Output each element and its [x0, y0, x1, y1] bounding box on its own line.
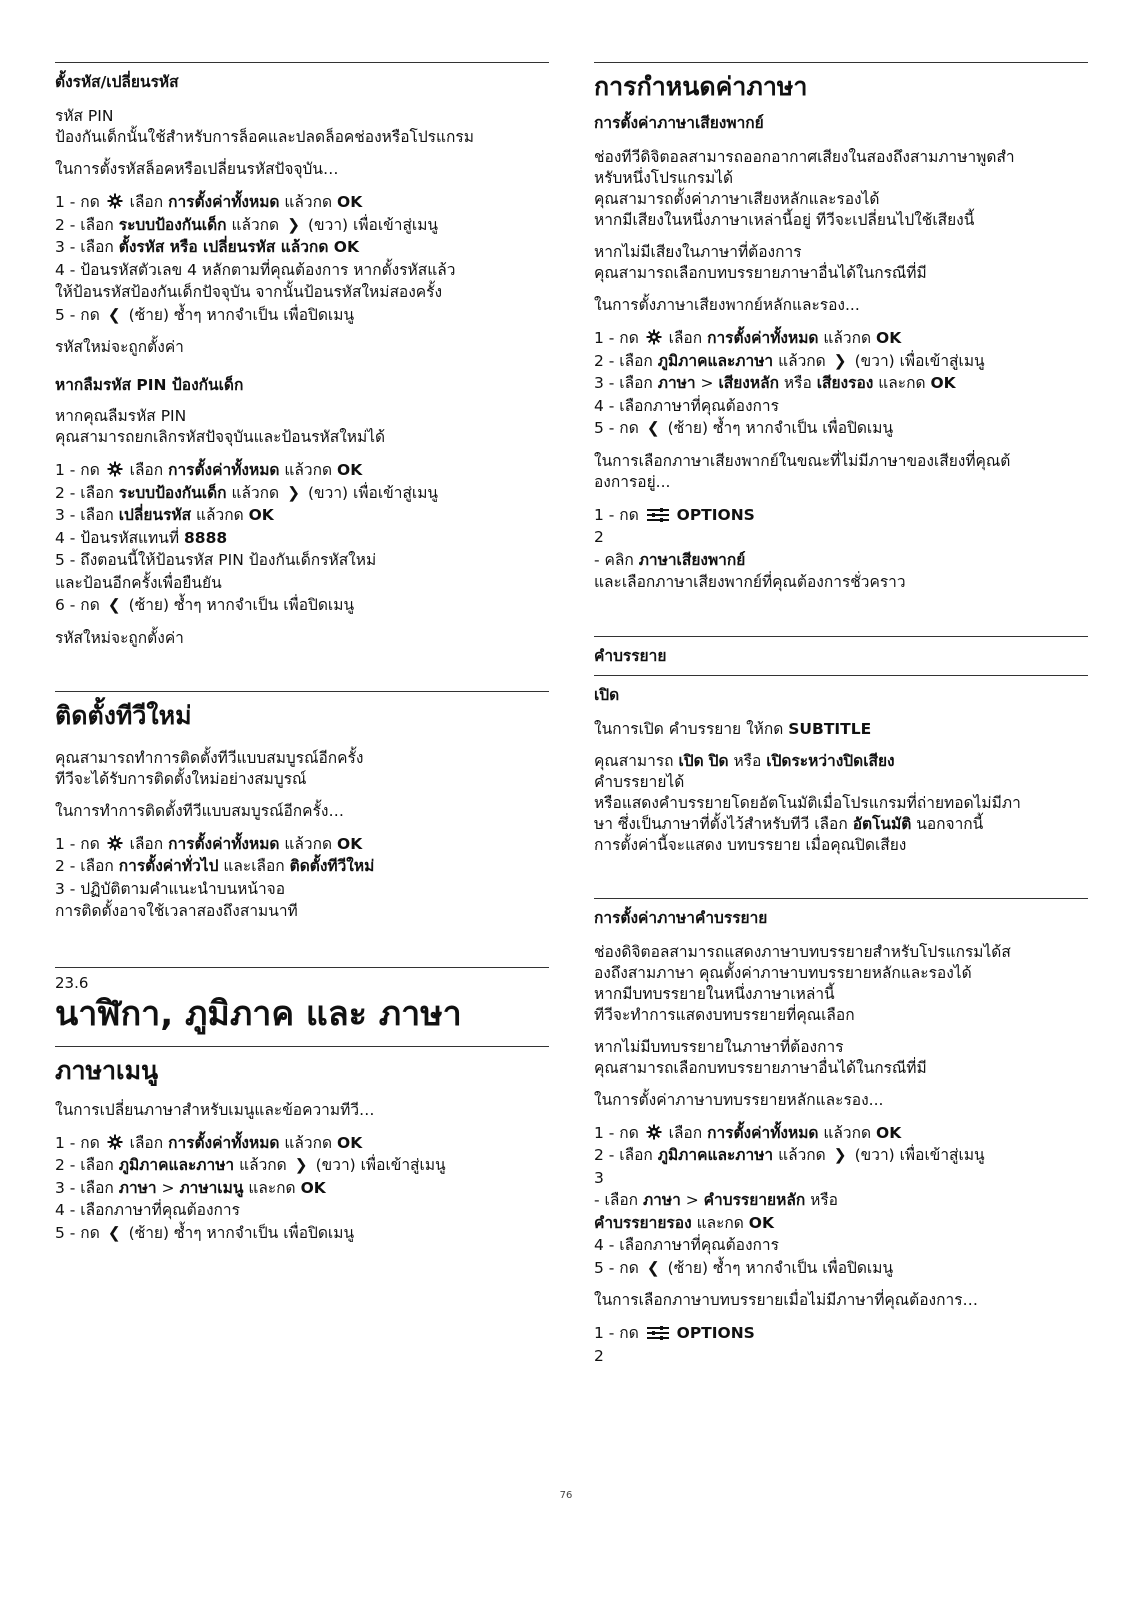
step: 2 - เลือก ภูมิภาคและภาษา แล้วกด ❯ (ขวา) เพื่อเข้าสู่เมนู	[55, 1156, 446, 1174]
left-column	[55, 62, 549, 1244]
step-list	[55, 833, 549, 923]
paragraph: รหัส PIN ป้องกันเด็กนั้นใช้สำหรับการล็อคและปลดล็อคช่องหรือโปรแกรม	[55, 107, 474, 146]
step: 3 - เลือก เปลี่ยนรหัส แล้วกด OK	[55, 506, 274, 524]
step: และเลือกภาษาเสียงพากย์ที่คุณต้องการชั่วคราว	[594, 573, 906, 591]
step: 1 - กด เลือก การตั้งค่าทั้งหมด แล้วกด OK	[55, 1133, 363, 1152]
step-list	[594, 504, 1088, 594]
step: 4 - ป้อนรหัสตัวเลข 4 หลักตามที่คุณต้องการ หากตั้งรหัสแล้ว	[55, 260, 456, 279]
chevron-right-icon: ❯	[287, 483, 301, 502]
step-list	[594, 327, 1088, 440]
chevron-right-icon: ❯	[294, 1156, 308, 1174]
paragraph: คุณสามารถทำการติดตั้งทีวีแบบสมบูรณ์อีกครั้ง ทีวีจะได้รับการติดตั้งใหม่อย่างสมบูรณ์	[55, 748, 364, 788]
step-list	[55, 1132, 549, 1245]
gear-icon	[646, 1124, 662, 1140]
chevron-left-icon: ❮	[107, 1223, 121, 1242]
page-number: 76	[559, 1490, 573, 1501]
step: 4 - เลือกภาษาที่คุณต้องการ	[594, 396, 779, 415]
step: 3 - เลือก ภาษา > เสียงหลัก หรือ เสียงรอง และกด OK	[594, 374, 956, 392]
chevron-right-icon: ❯	[287, 215, 301, 234]
step: 6 - กด ❮ (ซ้าย) ซ้ำๆ หากจำเป็น เพื่อปิดเมนู	[55, 596, 355, 614]
options-icon	[646, 508, 670, 522]
step: - คลิก ภาษาเสียงพากย์	[594, 550, 746, 569]
step: 3 - เลือก ตั้งรหัส หรือ เปลี่ยนรหัส แล้วกด OK	[55, 238, 359, 256]
step: 1 - กด เลือก การตั้งค่าทั้งหมด แล้วกด OK	[55, 193, 363, 211]
paragraph: ในการตั้งภาษาเสียงพากย์หลักและรอง...	[594, 296, 860, 314]
step: คำบรรยายรอง และกด OK	[594, 1213, 774, 1232]
paragraph: ในการทำการติดตั้งทีวีแบบสมบูรณ์อีกครั้ง…	[55, 801, 344, 820]
step: 5 - กด ❮ (ซ้าย) ซ้ำๆ หากจำเป็น เพื่อปิดเมนู	[55, 305, 355, 324]
step: 3 - ปฏิบัติตามคำแนะนำบนหน้าจอ	[55, 879, 286, 898]
step: - เลือก ภาษา > คำบรรยายหลัก หรือ	[594, 1191, 838, 1209]
step: 5 - กด ❮ (ซ้าย) ซ้ำๆ หากจำเป็น เพื่อปิดเมนู	[594, 1258, 894, 1277]
chevron-left-icon: ❮	[107, 596, 121, 614]
paragraph: หากคุณลืมรหัส PIN คุณสามารถยกเลิกรหัสปัจจุบันและป้อนรหัสใหม่ได้	[55, 407, 386, 446]
step: 2 - เลือก ระบบป้องกันเด็ก แล้วกด ❯ (ขวา) เพื่อเข้าสู่เมนู	[55, 215, 439, 234]
gear-icon	[107, 461, 123, 477]
section-heading-language-settings: การกำหนดค่าภาษา	[594, 72, 808, 101]
paragraph: ในการเปลี่ยนภาษาสำหรับเมนูและข้อความทีวี…	[55, 1100, 375, 1119]
paragraph: รหัสใหม่จะถูกตั้งค่า	[55, 628, 184, 647]
step: 3 - เลือก ภาษา > ภาษาเมนู และกด OK	[55, 1178, 326, 1197]
section-heading-menu-language: ภาษาเมนู	[55, 1055, 159, 1085]
paragraph: หากไม่มีเสียงในภาษาที่ต้องการ คุณสามารถเลือกบทบรรยายภาษาอื่นได้ในกรณีที่มี	[594, 243, 927, 282]
step: 2	[594, 528, 604, 546]
step: 1 - กด OPTIONS	[594, 505, 755, 524]
step-list	[55, 191, 549, 326]
section-heading-subtitle-language: การตั้งค่าภาษาคำบรรยาย	[594, 908, 768, 927]
chevron-right-icon: ❯	[833, 1146, 847, 1164]
chevron-left-icon: ❮	[646, 1258, 660, 1277]
section-heading-audio-language: การตั้งค่าภาษาเสียงพากย์	[594, 114, 764, 132]
paragraph: ในการตั้งค่าภาษาบทบรรยายหลักและรอง...	[594, 1090, 884, 1109]
step: 1 - กด เลือก การตั้งค่าทั้งหมด แล้วกด OK	[55, 461, 363, 479]
step: 2 - เลือก ภูมิภาคและภาษา แล้วกด ❯ (ขวา) เพื่อเข้าสู่เมนู	[594, 1146, 985, 1164]
section-heading-reinstall: ติดตั้งทีวีใหม่	[55, 700, 192, 730]
right-column	[594, 62, 1088, 1367]
step: และป้อนอีกครั้งเพื่อยืนยัน	[55, 573, 222, 592]
section-heading-subtitles: คำบรรยาย	[594, 646, 667, 665]
step-list	[594, 1322, 1088, 1367]
step: 2 - เลือก การตั้งค่าทั่วไป และเลือก ติดตั้งทีวีใหม่	[55, 857, 375, 875]
gear-icon	[107, 1134, 123, 1150]
step: 4 - เลือกภาษาที่คุณต้องการ	[55, 1201, 240, 1219]
paragraph: ในการตั้งรหัสล็อคหรือเปลี่ยนรหัสปัจจุบัน…	[55, 160, 339, 178]
step: 5 - ถึงตอนนี้ให้ป้อนรหัส PIN ป้องกันเด็กรหัสใหม่	[55, 551, 377, 569]
paragraph: ในการเปิด คำบรรยาย ให้กด SUBTITLE	[594, 719, 872, 738]
gear-icon	[107, 835, 123, 851]
step: 4 - เลือกภาษาที่คุณต้องการ	[594, 1236, 779, 1254]
gear-icon	[107, 193, 123, 209]
step: 1 - กด OPTIONS	[594, 1324, 755, 1342]
step-list	[594, 1122, 1088, 1280]
paragraph: ในการเลือกภาษาบทบรรยายเมื่อไม่มีภาษาที่คุณต้องการ…	[594, 1291, 979, 1309]
step: ให้ป้อนรหัสป้องกันเด็กปัจจุบัน จากนั้นป้อนรหัสใหม่สองครั้ง	[55, 283, 443, 301]
chevron-left-icon: ❮	[107, 305, 121, 324]
step: 5 - กด ❮ (ซ้าย) ซ้ำๆ หากจำเป็น เพื่อปิดเมนู	[55, 1223, 355, 1242]
step: การติดตั้งอาจใช้เวลาสองถึงสามนาที	[55, 902, 298, 920]
chapter-number: 23.6	[55, 973, 89, 992]
section-heading-subtitles-on: เปิด	[594, 685, 620, 704]
step: 3	[594, 1168, 604, 1187]
step: 1 - กด เลือก การตั้งค่าทั้งหมด แล้วกด OK	[55, 834, 363, 853]
chevron-left-icon: ❮	[646, 419, 660, 437]
step: 1 - กด เลือก การตั้งค่าทั้งหมด แล้วกด OK	[594, 1123, 902, 1142]
chapter-title: นาฬิกา, ภูมิภาค และ ภาษา	[55, 993, 462, 1034]
paragraph: ช่องดิจิตอลสามารถแสดงภาษาบทบรรยายสำหรับโปรแกรมได้ส องถึงสามภาษา คุณตั้งค่าภาษาบทบรรยายหลักและรองได้ หากมีบทบรรยายในหนึ่งภาษาเหล่านี้ ทีวีจะทำการแสดงบทบรรยายที่คุณเลือก	[594, 942, 1011, 1024]
paragraph: รหัสใหม่จะถูกตั้งค่า	[55, 338, 184, 356]
step-list	[55, 459, 549, 617]
step: 2 - เลือก ระบบป้องกันเด็ก แล้วกด ❯ (ขวา) เพื่อเข้าสู่เมนู	[55, 483, 439, 502]
step: 2	[594, 1346, 604, 1365]
step: 4 - ป้อนรหัสแทนที่ 8888	[55, 528, 228, 547]
gear-icon	[646, 329, 662, 345]
options-icon	[646, 1326, 670, 1340]
step: 1 - กด เลือก การตั้งค่าทั้งหมด แล้วกด OK	[594, 329, 902, 347]
paragraph: หากไม่มีบทบรรยายในภาษาที่ต้องการ คุณสามารถเลือกบทบรรยายภาษาอื่นได้ในกรณีที่มี	[594, 1037, 927, 1077]
paragraph: ในการเลือกภาษาเสียงพากย์ในขณะที่ไม่มีภาษาของเสียงที่คุณต้ องการอยู่...	[594, 451, 1011, 491]
section-heading-forgot-pin: หากลืมรหัส PIN ป้องกันเด็ก	[55, 376, 244, 394]
chevron-right-icon: ❯	[833, 351, 847, 370]
paragraph: คุณสามารถ เปิด ปิด หรือ เปิดระหว่างปิดเสียง คำบรรยายได้ หรือแสดงคำบรรยายโดยอัตโนมัติเมื่อโปรแกรมที่ถ่ายทอดไม่มีภา ษา ซึ่งเป็นภาษาที่ตั้งไว้สำหรับทีวี เลือก อัตโนมัติ นอกจากนี้ การตั้งค่านี้จะแสดง บทบรรยาย เมื่อคุณปิดเสียง	[594, 751, 1021, 854]
step: 5 - กด ❮ (ซ้าย) ซ้ำๆ หากจำเป็น เพื่อปิดเมนู	[594, 419, 894, 437]
section-heading-set-pin: ตั้งรหัส/เปลี่ยนรหัส	[55, 73, 179, 91]
step: 2 - เลือก ภูมิภาคและภาษา แล้วกด ❯ (ขวา) เพื่อเข้าสู่เมนู	[594, 351, 985, 370]
paragraph: ช่องทีวีดิจิตอลสามารถออกอากาศเสียงในสองถึงสามภาษาพูดสำ หรับหนึ่งโปรแกรมได้ คุณสามารถตั้งค่าภาษาเสียงหลักและรองได้ หากมีเสียงในหนึ่งภาษาเหล่านี้อยู่ ทีวีจะเปลี่ยนไปใช้เสียงนี้	[594, 148, 1015, 229]
